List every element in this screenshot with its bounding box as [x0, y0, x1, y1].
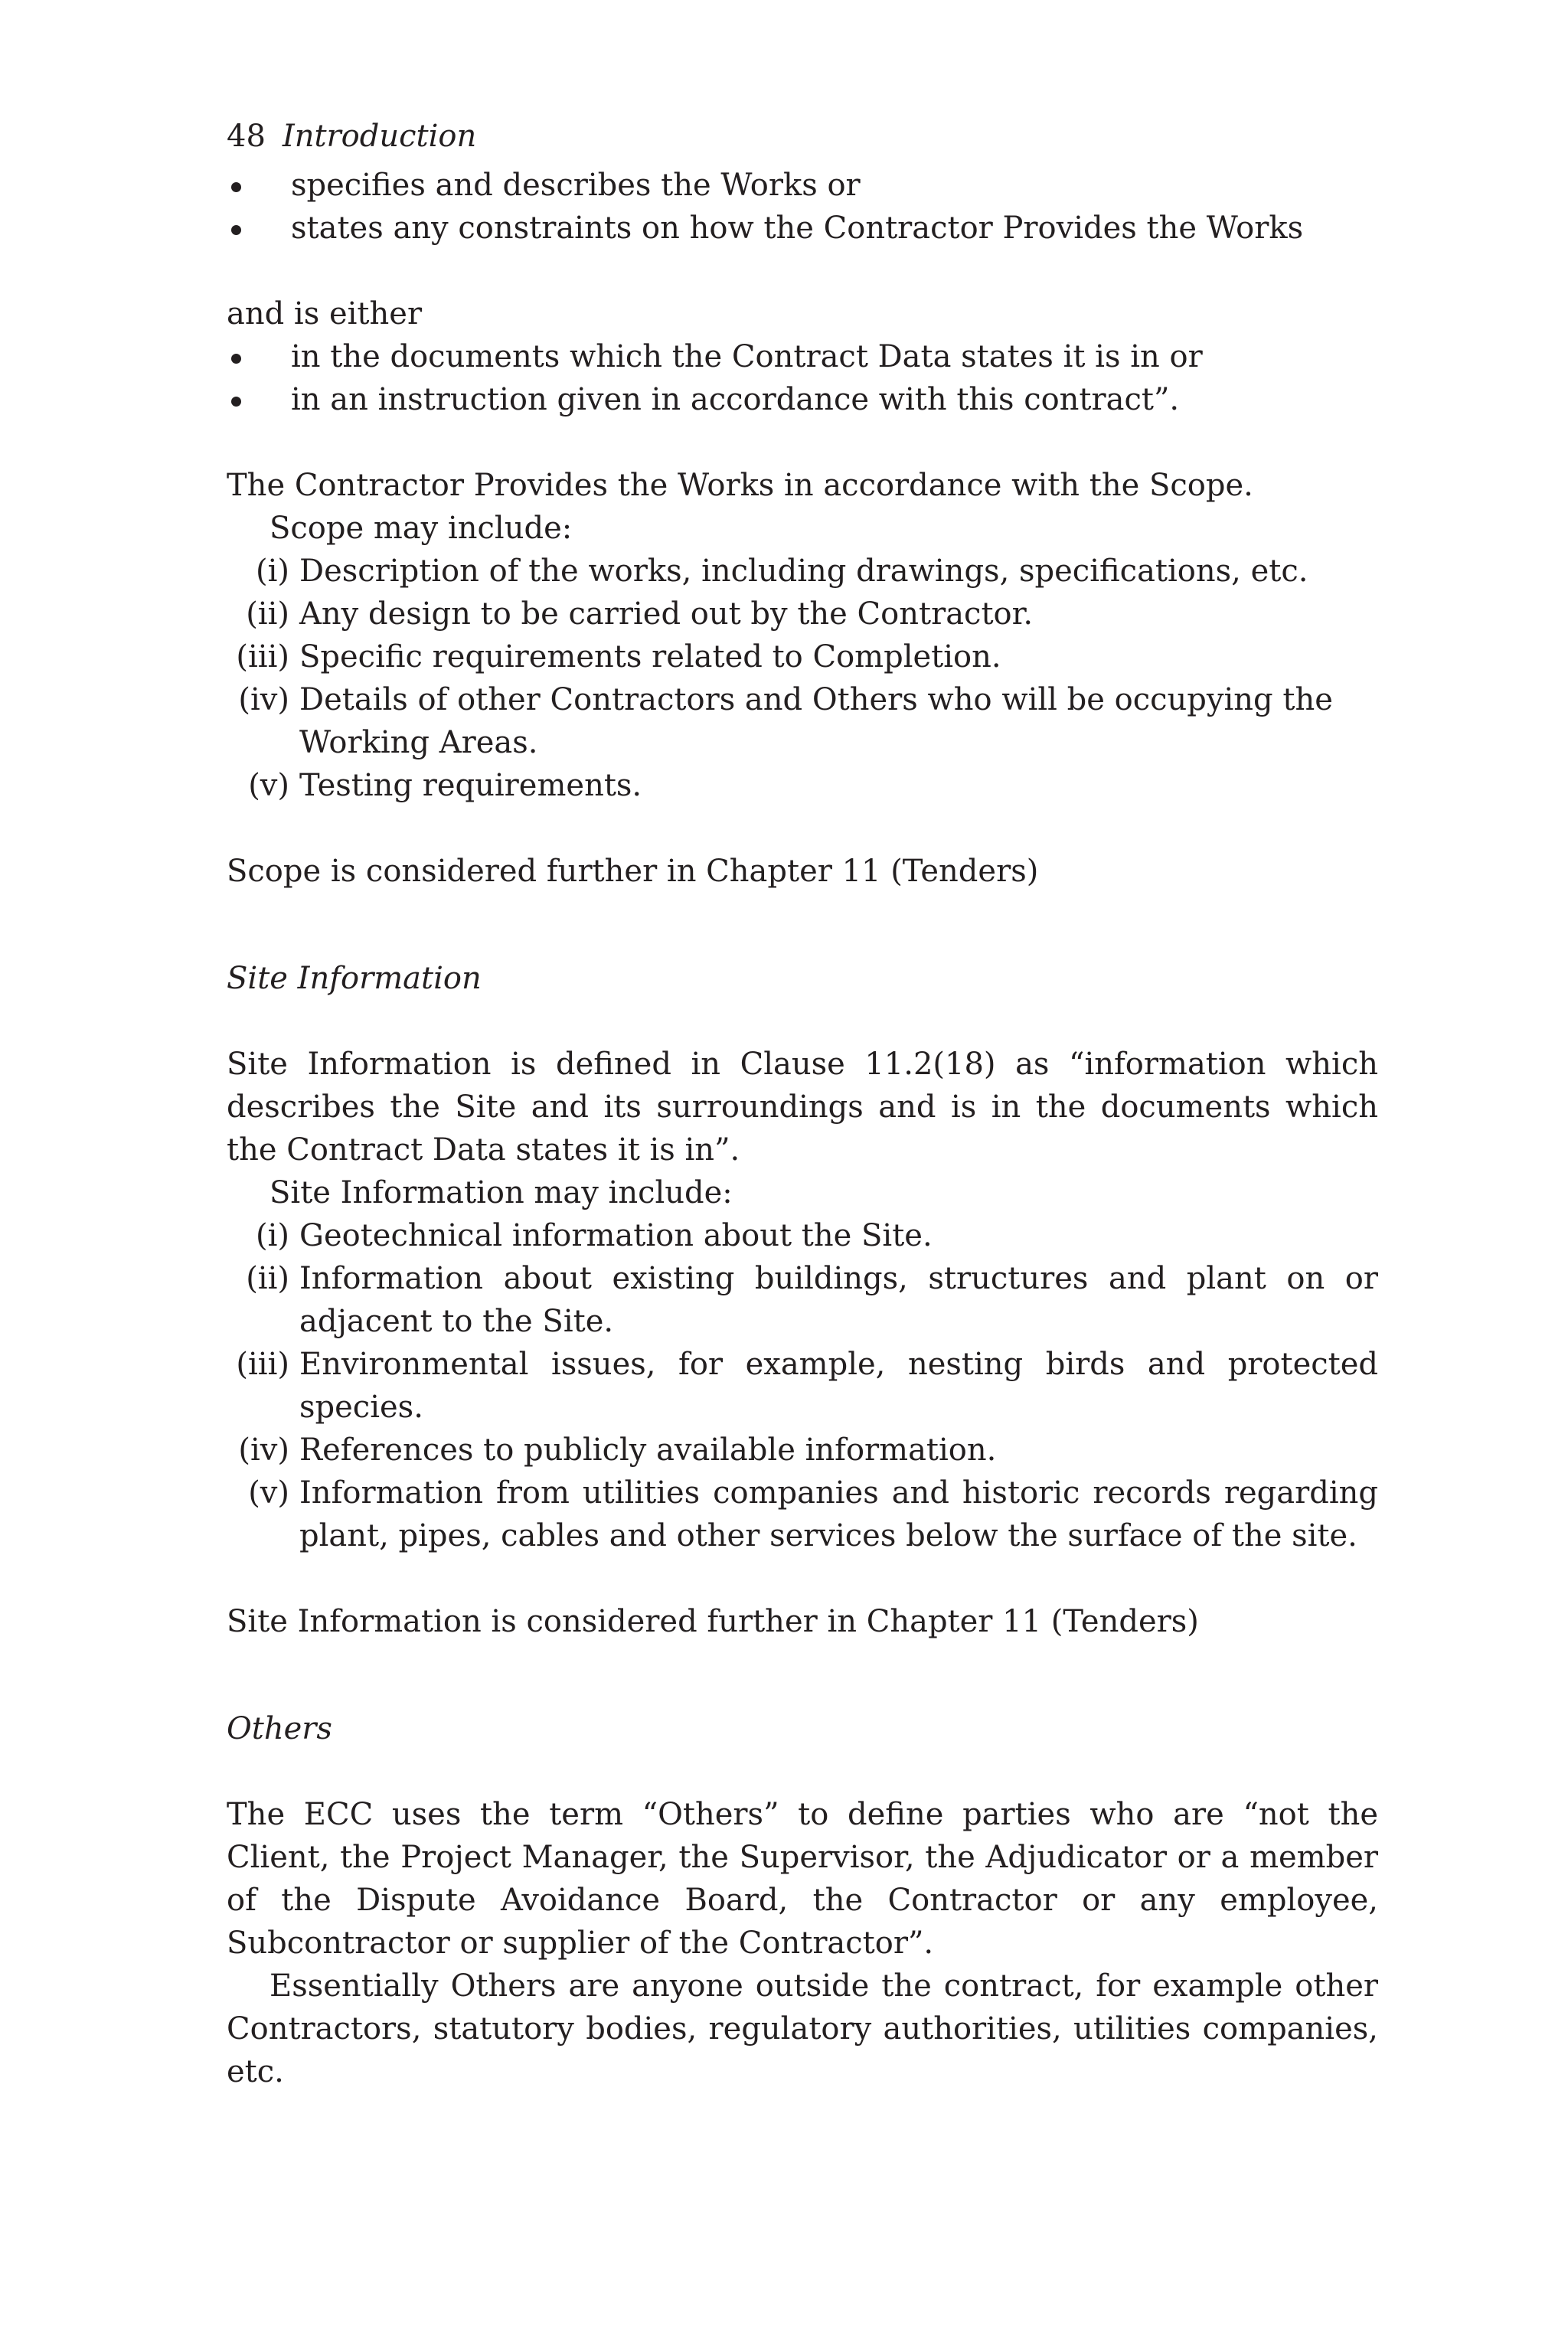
scope-list — [227, 550, 1378, 807]
list-item — [227, 1429, 1378, 1472]
body-paragraph: and is either — [227, 296, 423, 332]
page-number: 48 — [227, 119, 266, 154]
list-item-text: Information from utilities companies and historic records regarding plant, pipes, cables and other services below the surface of the site. — [299, 1475, 1378, 1553]
body-paragraph: Essentially Others are anyone outside the contract, for example other Contractors, statutory bodies, regulatory authorities, utilities companies, etc. — [227, 1968, 1378, 2089]
body-paragraph: Scope may include: — [270, 511, 573, 546]
body-paragraph: Site Information is defined in Clause 11.2(18) as “information which describes the Site and its surroundings and is in the documents which the Contract Data states it is in”. — [227, 1047, 1378, 1168]
list-marker: (ii) — [246, 1261, 289, 1296]
list-marker: (v) — [248, 1475, 289, 1511]
running-head — [227, 115, 1378, 158]
body-paragraph: Scope is considered further in Chapter 11 (Tenders) — [227, 854, 1039, 889]
list-item — [227, 550, 1378, 593]
list-item — [227, 1214, 1378, 1257]
list-item — [227, 1257, 1378, 1343]
list-item-text: Geotechnical information about the Site. — [299, 1218, 933, 1253]
section-heading-site-information: Site Information — [227, 961, 482, 996]
list-item — [227, 635, 1378, 678]
body-paragraph: Site Information is considered further in Chapter 11 (Tenders) — [227, 1604, 1199, 1639]
list-item: specifies and describes the Works or — [227, 164, 1378, 207]
body-paragraph: The ECC uses the term “Others” to define parties who are “not the Client, the Project Manager, the Supervisor, the Adjudicator or a member of the Dispute Avoidance Board, the Contractor or any employee, Subcontractor or supplier of the Contractor”. — [227, 1797, 1378, 1961]
list-item-text: References to publicly available information. — [299, 1432, 997, 1468]
list-marker: (v) — [248, 768, 289, 803]
list-item-text: Environmental issues, for example, nesting birds and protected species. — [299, 1347, 1378, 1425]
list-item-text: Details of other Contractors and Others who will be occupying the Working Areas. — [299, 682, 1333, 760]
list-item-text: Any design to be carried out by the Contractor. — [299, 596, 1034, 632]
list-item-text: Specific requirements related to Completion. — [299, 639, 1001, 675]
running-title: Introduction — [282, 119, 477, 154]
list-marker: (iii) — [236, 639, 289, 675]
list-marker: (ii) — [246, 596, 289, 632]
bullet-list-definition — [227, 164, 1378, 250]
list-item-text: Description of the works, including drawings, specifications, etc. — [299, 554, 1308, 589]
list-item: states any constraints on how the Contractor Provides the Works — [227, 207, 1378, 250]
list-marker: (iii) — [236, 1347, 289, 1382]
list-marker: (iv) — [238, 682, 289, 717]
list-item — [227, 678, 1378, 764]
bullet-list-location — [227, 335, 1378, 421]
list-item: in the documents which the Contract Data states it is in or — [227, 335, 1378, 378]
list-item-text: Testing requirements. — [299, 768, 642, 803]
list-item — [227, 593, 1378, 635]
book-page — [227, 115, 1378, 2093]
list-marker: (i) — [255, 554, 289, 589]
list-item — [227, 764, 1378, 807]
body-paragraph: Site Information may include: — [270, 1175, 733, 1210]
list-item-text: Information about existing buildings, structures and plant on or adjacent to the Site. — [299, 1261, 1378, 1339]
site-information-list — [227, 1214, 1378, 1557]
list-marker: (iv) — [238, 1432, 289, 1468]
body-paragraph: The Contractor Provides the Works in accordance with the Scope. — [227, 468, 1253, 503]
list-item — [227, 1472, 1378, 1557]
list-item: in an instruction given in accordance with this contract”. — [227, 378, 1378, 421]
list-item — [227, 1343, 1378, 1429]
section-heading-others: Others — [227, 1711, 332, 1746]
list-marker: (i) — [255, 1218, 289, 1253]
